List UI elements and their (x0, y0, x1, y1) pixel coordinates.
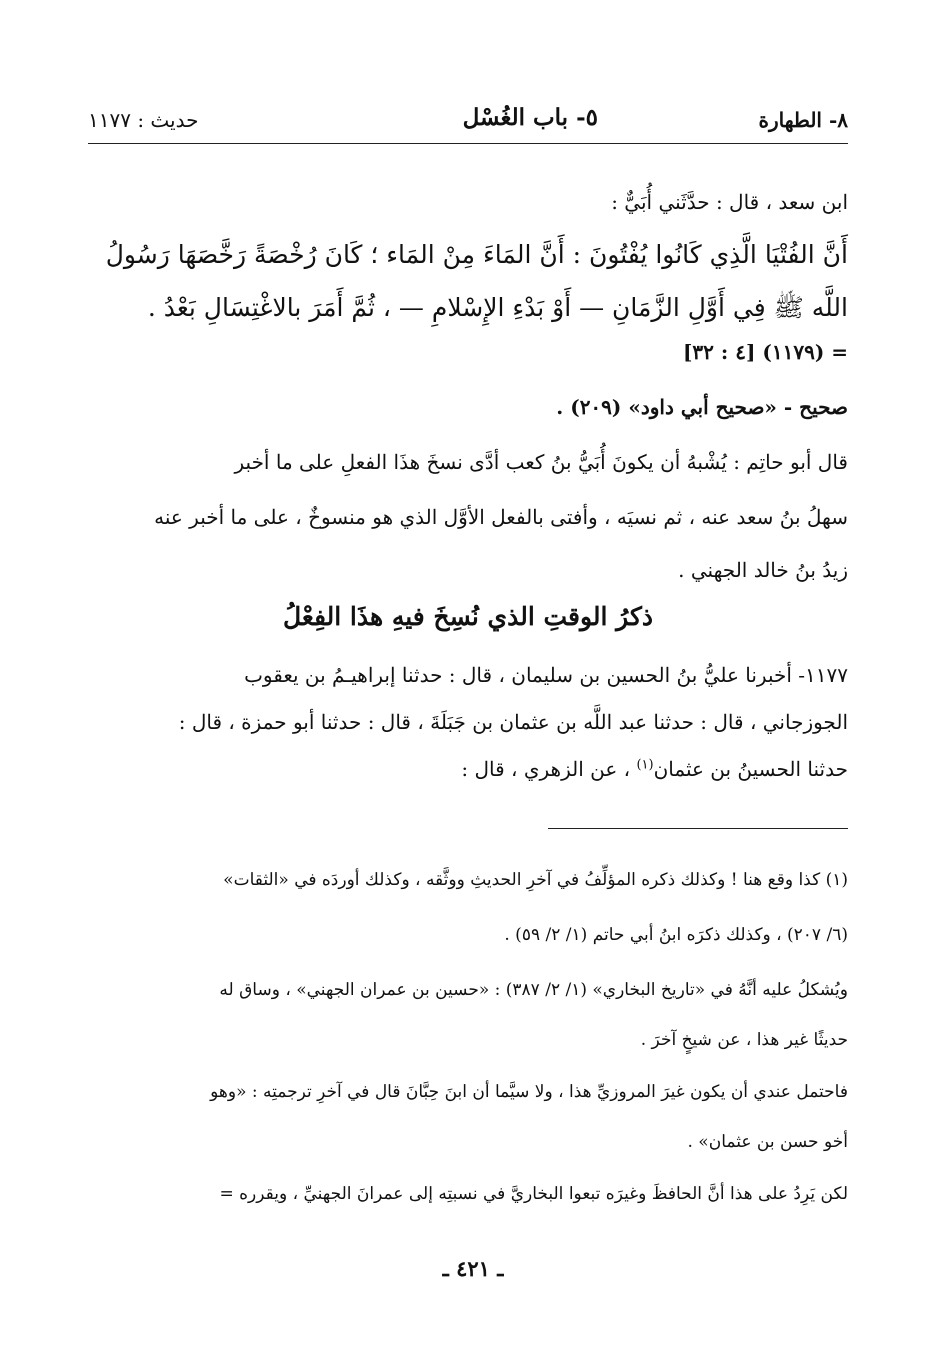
hadith-line: ١١٧٧- أخبرنا عليُّ بنُ الحسين بن سليمان ، قال : حدثنا إبراهيـمُ بن يعقوب (244, 663, 848, 687)
text-line: سهلُ بنُ سعد عنه ، ثم نسيَه ، وأفتى بالفعل الأوَّل الذي هو منسوخٌ ، على ما أخبر عنه (154, 505, 848, 529)
section-title: ٥- باب الغُسْل (462, 104, 598, 131)
footnote-line: ويُشكلُ عليه أنَّهُ في «تاريخ البخاري» (١/ ٢/ ٣٨٧) : «حسين بن عمران الجهني» ، وساق له (219, 980, 848, 1000)
running-header (88, 102, 848, 136)
header-rule (88, 143, 848, 144)
text-line: أَنَّ الفُتْيَا الَّذِي كَانُوا يُفْتُونَ : أَنَّ المَاءَ مِنْ المَاء ؛ كَانَ رُخْصَةً رَخَّصَهَا رَسُولُ (105, 240, 848, 269)
hadith-reference: حديث : ١١٧٧ (88, 108, 199, 132)
section-heading: ذكرُ الوقتِ الذي نُسِخَ فيهِ هذَا الفِعْلُ (282, 602, 654, 631)
footnote-marker: (١) (636, 757, 654, 773)
footnote-separator (548, 828, 848, 829)
chapter-title: ٨- الطهارة (758, 108, 848, 132)
page-number: ـ ٤٢١ ـ (442, 1256, 504, 1281)
hadith-line: الجوزجاني ، قال : حدثنا عبد اللَّه بن عثمان بن جَبَلَةَ ، قال : حدثنا أبو حمزة ، قال : (178, 710, 848, 734)
text-line: اللَّه ﷺ فِي أَوَّلِ الزَّمَانِ — أَوْ بَدْءِ الإِسْلامِ — ، ثُمَّ أَمَرَ بالاغْتِسَالِ بَعْدُ . (147, 293, 848, 322)
cross-reference: = (١١٧٩) [٤ : ٣٢] (682, 340, 848, 364)
footnote-line: حديثًا غير هذا ، عن شيخٍ آخرَ . (640, 1030, 848, 1050)
footnote-line: أخو حسن بن عثمان» . (687, 1132, 848, 1152)
footnote-line: فاحتمل عندي أن يكون غيرَ المروزيِّ هذا ، ولا سيَّما أن ابنَ حِبَّانَ قال في آخرِ ترجمتِه : «وهو (210, 1082, 848, 1102)
hadith-line-start: حدثنا الحسينُ بن عثمان (653, 757, 848, 781)
hadith-line (461, 757, 848, 781)
footnote-line: (٦/ ٢٠٧) ، وكذلك ذكرَه ابنُ أبي حاتم (١/ ٢/ ٥٩) . (504, 925, 848, 945)
text-line: قال أبو حاتِم : يُشْبهُ أن يكونَ أُبَيُّ بنُ كعب أدَّى نسخَ هذَا الفعلِ على ما أخبر (234, 450, 848, 474)
hadith-line-end: ، عن الزهري ، قال : (461, 757, 637, 781)
grading-line: صحيح - «صحيح أبي داود» (٢٠٩) . (556, 395, 848, 419)
text-line: زيدُ بنُ خالد الجهني . (678, 558, 848, 582)
footnote-line: لكن يَرِدُ على هذا أنَّ الحافظَ وغيرَه تبعوا البخاريَّ في نسبتِه إلى عمرانَ الجهنيِّ ، ويقرره = (219, 1184, 848, 1204)
text-line: ابن سعد ، قال : حدَّثَني أُبَيٌّ : (611, 190, 848, 214)
footnote-line: (١) كذا وقع هنا ! وكذلك ذكره المؤلِّفُ في آخرِ الحديثِ ووثَّقه ، وكذلك أوردَه في «الثقات» (223, 870, 848, 890)
